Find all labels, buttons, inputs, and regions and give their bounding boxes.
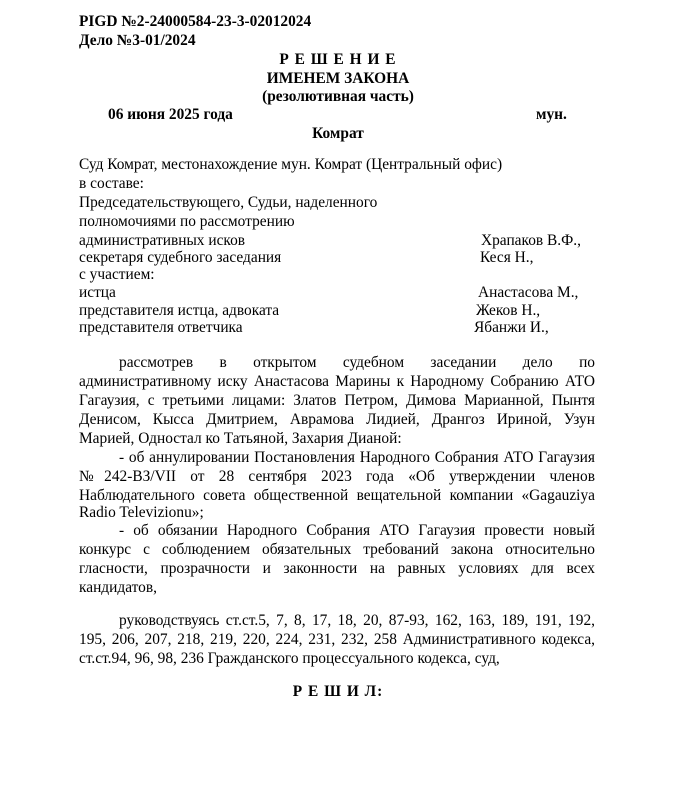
paragraph-line: Денисом, Кысса Дмитрием, Аврамова Лидией, Дрангоз Ириной, Узун	[79, 411, 595, 428]
plaintiff-rep-label: представителя истца, адвоката	[79, 302, 280, 319]
paragraph-line: конкурс с соблюдением обязательных требований закона относительно	[79, 541, 595, 558]
paragraph-line: Наблюдательного совета общественной вещательной компании «Gagauziya	[79, 487, 595, 504]
paragraph-line: Radio Televizionu»;	[79, 504, 204, 521]
decision-date: 06 июня 2025 года	[108, 106, 233, 123]
clerk-label: секретаря судебного заседания	[79, 249, 282, 266]
document-subheading: ИМЕНЕМ ЗАКОНА	[266, 70, 410, 87]
paragraph-line: Гагаузия, с третьими лицами: Златов Петром, Димова Марианной, Пынтя	[79, 392, 595, 409]
case-number-dossier: Дело №3-01/2024	[79, 32, 196, 49]
paragraph-line: ст.ст.94, 96, 98, 236 Гражданского процессуального кодекса, суд,	[79, 650, 500, 667]
paragraph-line: рассмотрев в открытом судебном заседании дело по	[119, 354, 595, 371]
court-composition: в составе:	[79, 175, 144, 192]
paragraph-line: гласности, прозрачности и законности на равных условиях для всех	[79, 560, 595, 577]
paragraph-line: административному иску Анастасова Марины к Народному Собранию АТО	[79, 373, 595, 390]
defendant-rep-name: Ябанжи И.,	[474, 319, 549, 336]
document-part-label: (резолютивная часть)	[262, 88, 414, 105]
decision-heading: Р Е Ш И Л:	[292, 683, 384, 700]
municipality-label: мун.	[536, 106, 567, 123]
city-name: Комрат	[312, 125, 364, 142]
plaintiff-rep-name: Жеков Н.,	[476, 302, 541, 319]
court-line: Суд Комрат, местонахождение мун. Комрат (Центральный офис)	[79, 156, 503, 173]
judge-title: Председательствующего, Судьи, наделенного	[79, 194, 378, 211]
participation-label: с участием:	[79, 266, 155, 283]
paragraph-line: Марией, Одностал ко Татьяной, Захария Дианой:	[79, 430, 402, 447]
defendant-rep-label: представителя ответчика	[79, 319, 243, 336]
judge-powers: полномочиями по рассмотрению	[79, 213, 295, 230]
case-number-pigd: PIGD №2-24000584-23-3-02012024	[79, 13, 312, 30]
paragraph-line: руководствуясь ст.ст.5, 7, 8, 17, 18, 20, 87-93, 162, 163, 189, 191, 192,	[119, 612, 595, 629]
plaintiff-label: истца	[79, 284, 116, 301]
judge-scope: административных исков	[79, 232, 246, 249]
paragraph-line: 195, 206, 207, 218, 219, 220, 224, 231, 232, 258 Административного кодекса,	[79, 631, 595, 648]
clerk-name: Кеся Н.,	[480, 249, 534, 266]
paragraph-line: - об обязании Народного Собрания АТО Гагаузия провести новый	[119, 522, 595, 539]
paragraph-line: - об аннулировании Постановления Народного Собрания АТО Гагаузия	[119, 449, 595, 466]
document-heading: Р Е Ш Е Н И Е	[279, 51, 397, 68]
judge-name: Храпаков В.Ф.,	[481, 232, 581, 249]
paragraph-line: кандидатов,	[79, 579, 157, 596]
plaintiff-name: Анастасова М.,	[478, 284, 579, 301]
paragraph-line: №242-ВЗ/VII от 28 сентября 2023 года «Об утверждении членов	[79, 468, 595, 485]
